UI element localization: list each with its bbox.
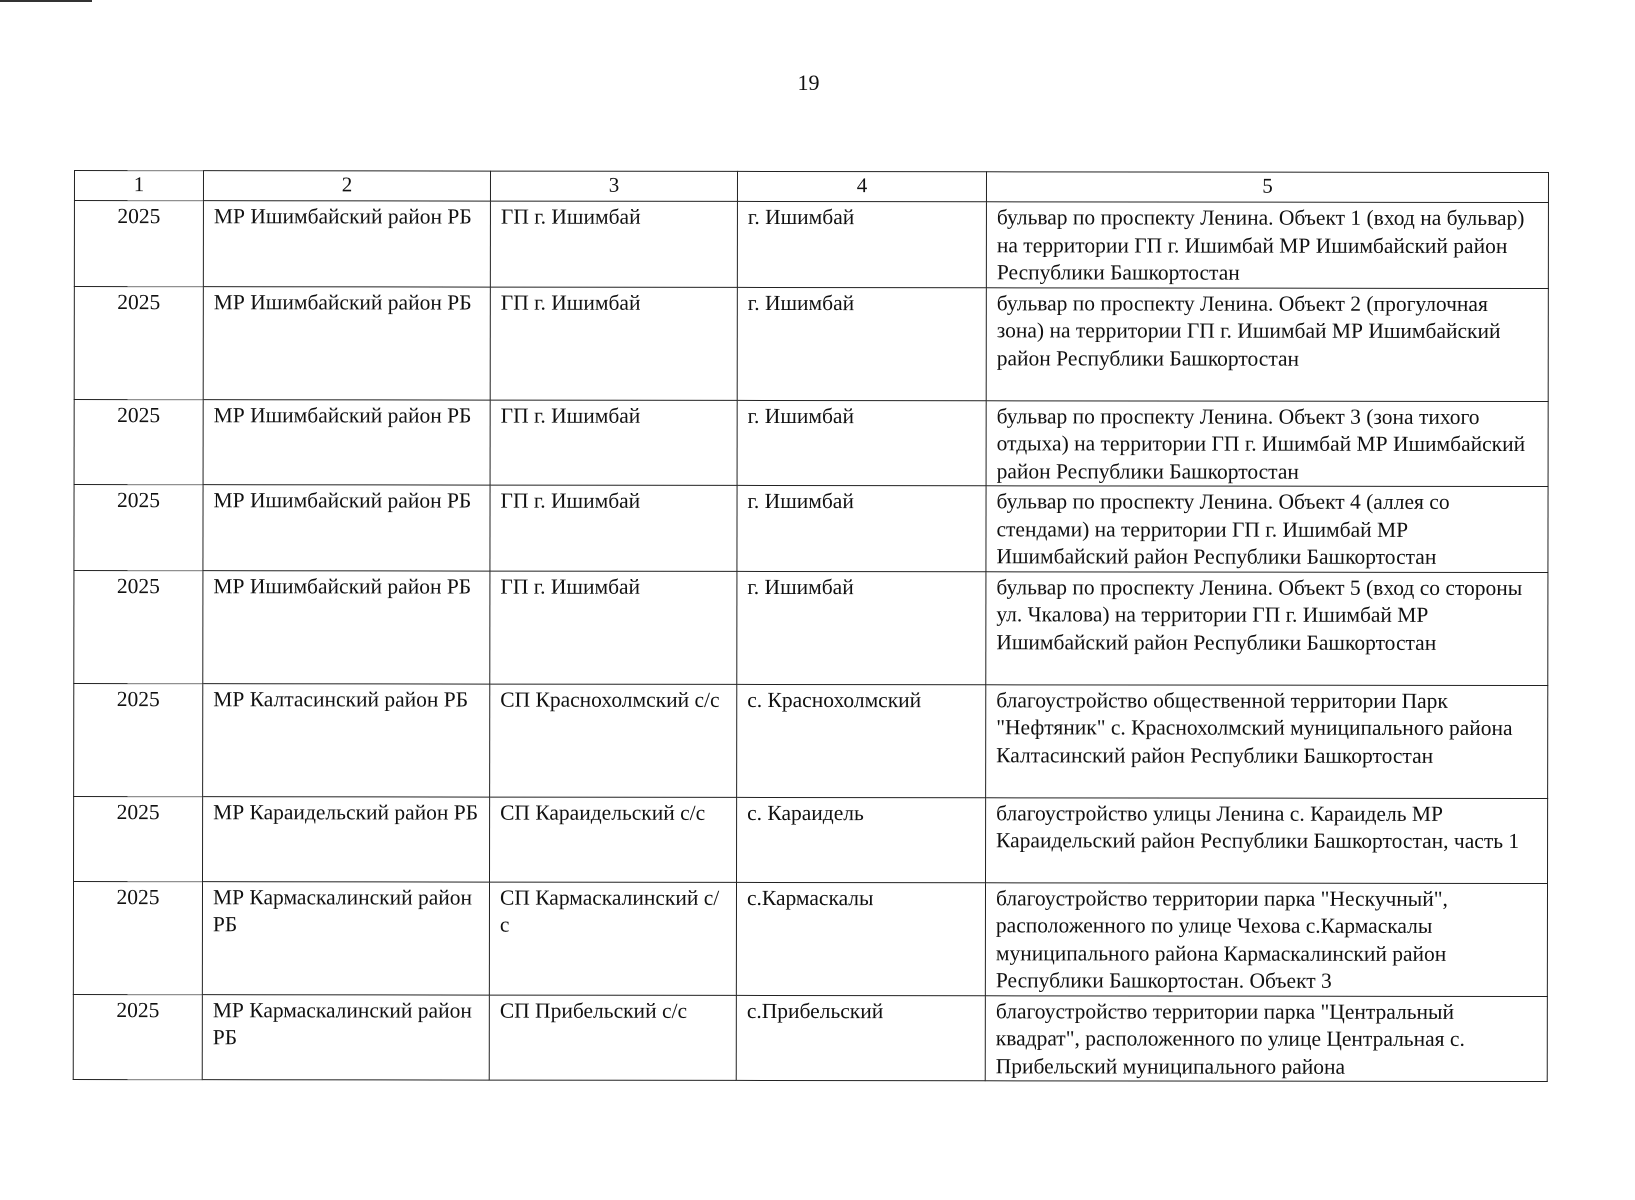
table-row (74, 399, 1548, 487)
table-header-row (74, 171, 1548, 203)
column-header-1: 1 (74, 171, 203, 201)
cell-year: 2025 (73, 881, 202, 994)
cell-year: 2025 (74, 286, 203, 399)
cell-settlement: ГП г. Ишимбай (490, 201, 737, 287)
cell-object: благоустройство улицы Ленина с. Караидель МР Караидельский район Республики Башкортостан, часть 1 (986, 797, 1548, 883)
cell-locality: г. Ишимбай (737, 400, 986, 486)
cell-object: благоустройство общественной территории Парк "Нефтяник" с. Краснохолмский муниципального района Калтасинский район Республики Башкортостан (986, 684, 1548, 798)
cell-district: МР Кармаскалинский район РБ (202, 881, 489, 994)
page-number: 19 (797, 70, 820, 95)
cell-locality: с.Прибельский (736, 995, 985, 1081)
cell-settlement: ГП г. Ишимбай (490, 485, 737, 571)
cell-object: бульвар по проспекту Ленина. Объект 4 (аллея со стендами) на территории ГП г. Ишимбай МР Ишимбайский район Республики Башкортостан (986, 486, 1548, 572)
table-row (74, 683, 1548, 798)
cell-district: МР Ишимбайский район РБ (203, 570, 490, 683)
cell-settlement: ГП г. Ишимбай (490, 287, 737, 400)
cell-year: 2025 (74, 796, 203, 881)
table-row (73, 881, 1547, 996)
table-row (74, 201, 1548, 289)
table-row (74, 286, 1548, 401)
cell-year: 2025 (73, 994, 202, 1080)
table-row (74, 796, 1548, 883)
column-header-2: 2 (203, 171, 490, 201)
cell-district: МР Ишимбайский район РБ (203, 399, 490, 485)
column-header-5: 5 (986, 172, 1548, 203)
cell-locality: г. Ишимбай (737, 201, 986, 287)
table-row (74, 485, 1548, 573)
cell-settlement: СП Прибельский с/с (489, 995, 736, 1081)
cell-locality: с.Кармаскалы (736, 882, 985, 995)
objects-table (73, 170, 1549, 1082)
cell-object: бульвар по проспекту Ленина. Объект 1 (вход на бульвар) на территории ГП г. Ишимбай МР Ишимбайский район Республики Башкортостан (986, 202, 1548, 288)
cell-district: МР Ишимбайский район РБ (203, 201, 490, 287)
cell-object: бульвар по проспекту Ленина. Объект 2 (прогулочная зона) на территории ГП г. Ишимбай МР Ишимбайский район Республики Башкортостан (986, 287, 1548, 401)
cell-settlement: ГП г. Ишимбай (490, 400, 737, 486)
cell-district: МР Ишимбайский район РБ (203, 286, 490, 399)
cell-object: бульвар по проспекту Ленина. Объект 3 (зона тихого отдыха) на территории ГП г. Ишимбай МР Ишимбайский район Республики Башкортостан (986, 400, 1548, 486)
cell-locality: г. Ишимбай (737, 485, 986, 571)
column-header-4: 4 (737, 171, 986, 201)
cell-year: 2025 (74, 570, 203, 683)
cell-year: 2025 (74, 683, 203, 796)
table-container (73, 170, 1549, 1082)
cell-year: 2025 (74, 399, 203, 485)
cell-object: бульвар по проспекту Ленина. Объект 5 (вход со стороны ул. Чкалова) на территории ГП г. Ишимбай МР Ишимбайский район Республики Башкортостан (986, 571, 1548, 685)
cell-district: МР Калтасинский район РБ (203, 683, 490, 796)
cell-district: МР Ишимбайский район РБ (203, 485, 490, 571)
cell-settlement: СП Караидельский с/с (490, 797, 737, 882)
cell-locality: с. Краснохолмский (737, 684, 986, 797)
cell-district: МР Караидельский район РБ (203, 796, 490, 881)
cell-object: благоустройство территории парка "Центральный квадрат", расположенного по улице Центральная с. Прибельский муниципального района (985, 995, 1547, 1081)
cell-year: 2025 (74, 485, 203, 571)
column-header-3: 3 (490, 171, 737, 201)
table-row (74, 570, 1548, 685)
table-row (73, 994, 1547, 1082)
cell-district: МР Кармаскалинский район РБ (202, 994, 489, 1080)
scan-corner-mark (0, 0, 92, 2)
cell-year: 2025 (74, 201, 203, 287)
cell-locality: г. Ишимбай (737, 571, 986, 684)
cell-object: благоустройство территории парка "Нескучный", расположенного по улице Чехова с.Кармаскалы муниципального района Кармаскалинский район Республики Башкортостан. Объект 3 (985, 882, 1547, 996)
cell-settlement: СП Краснохолмский с/с (490, 684, 737, 797)
cell-settlement: ГП г. Ишимбай (490, 571, 737, 684)
cell-locality: с. Караидель (737, 797, 986, 882)
cell-locality: г. Ишимбай (737, 287, 986, 400)
cell-settlement: СП Кармаскалинский с/с (489, 882, 736, 995)
